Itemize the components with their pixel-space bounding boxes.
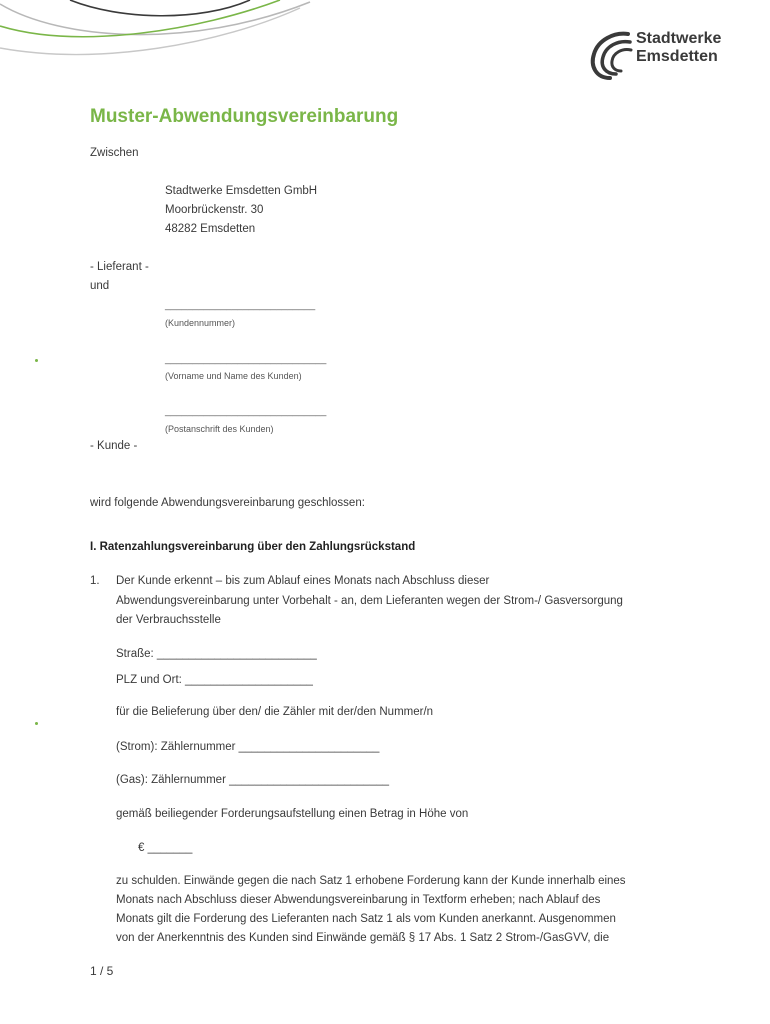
- supplier-city: 48282 Emsdetten: [165, 223, 256, 235]
- customer-name-label: (Vorname und Name des Kunden): [165, 371, 302, 381]
- customer-number-line: ___________________________: [165, 300, 316, 311]
- strasse-field: Straße: _________________________: [116, 648, 317, 660]
- logo-line-2: Emsdetten: [636, 48, 718, 65]
- stadtwerke-swirl-icon: [588, 30, 634, 82]
- euro-field: € _______: [138, 842, 193, 854]
- customer-number-label: (Kundennummer): [165, 318, 236, 328]
- strom-field: (Strom): Zählernummer ______________________: [116, 741, 380, 753]
- item-1-line-1: Der Kunde erkennt – bis zum Ablauf eines Monats nach Abschluss dieser: [116, 575, 490, 587]
- zwischen-label: Zwischen: [90, 147, 139, 159]
- customer-name-line: _____________________________: [165, 354, 327, 365]
- margin-dot: [35, 722, 38, 725]
- customer-address-label: (Postanschrift des Kunden): [165, 424, 274, 434]
- section-1-heading: I. Ratenzahlungsvereinbarung über den Zahlungsrückstand: [90, 541, 416, 553]
- page-number: 1 / 5: [90, 964, 114, 978]
- item-1-line-2: Abwendungsvereinbarung unter Vorbehalt - an, dem Lieferanten wegen der Strom-/ Gasversorgung: [116, 595, 623, 607]
- tail-line-1: zu schulden. Einwände gegen die nach Satz 1 erhobene Forderung kann der Kunde innerhalb eines: [116, 875, 626, 887]
- document-title: Muster-Abwendungsvereinbarung: [90, 106, 399, 127]
- gas-field: (Gas): Zählernummer _________________________: [116, 774, 390, 786]
- decorative-swoosh: [0, 0, 330, 70]
- logo-text: [636, 30, 721, 66]
- customer-address-line: _____________________________: [165, 406, 327, 417]
- logo-line-1: Stadtwerke: [636, 30, 722, 47]
- role-supplier: - Lieferant -: [90, 261, 149, 273]
- margin-dot: [35, 359, 38, 362]
- forderung-text: gemäß beiliegender Forderungsaufstellung einen Betrag in Höhe von: [116, 808, 469, 820]
- intro-text: wird folgende Abwendungsvereinbarung geschlossen:: [90, 497, 365, 509]
- role-customer: - Kunde -: [90, 440, 138, 452]
- tail-line-3: Monats gilt die Forderung des Lieferanten nach Satz 1 als vom Kunden anerkannt. Ausgenommen: [116, 913, 616, 925]
- item-1-number: 1.: [90, 575, 100, 587]
- tail-line-4: von der Anerkenntnis des Kunden sind Einwände gemäß § 17 Abs. 1 Satz 2 Strom-/GasGVV, die: [116, 932, 610, 944]
- plz-field: PLZ und Ort: ____________________: [116, 674, 313, 686]
- item-1-line-3: der Verbrauchsstelle: [116, 614, 221, 626]
- supplier-street: Moorbrückenstr. 30: [165, 204, 264, 216]
- supplier-name: Stadtwerke Emsdetten GmbH: [165, 185, 318, 197]
- und-label: und: [90, 280, 110, 292]
- company-logo: [588, 30, 748, 82]
- belieferung-text: für die Belieferung über den/ die Zähler mit der/den Nummer/n: [116, 706, 434, 718]
- tail-line-2: Monats nach Abschluss dieser Abwendungsvereinbarung in Textform erheben; nach Ablauf des: [116, 894, 601, 906]
